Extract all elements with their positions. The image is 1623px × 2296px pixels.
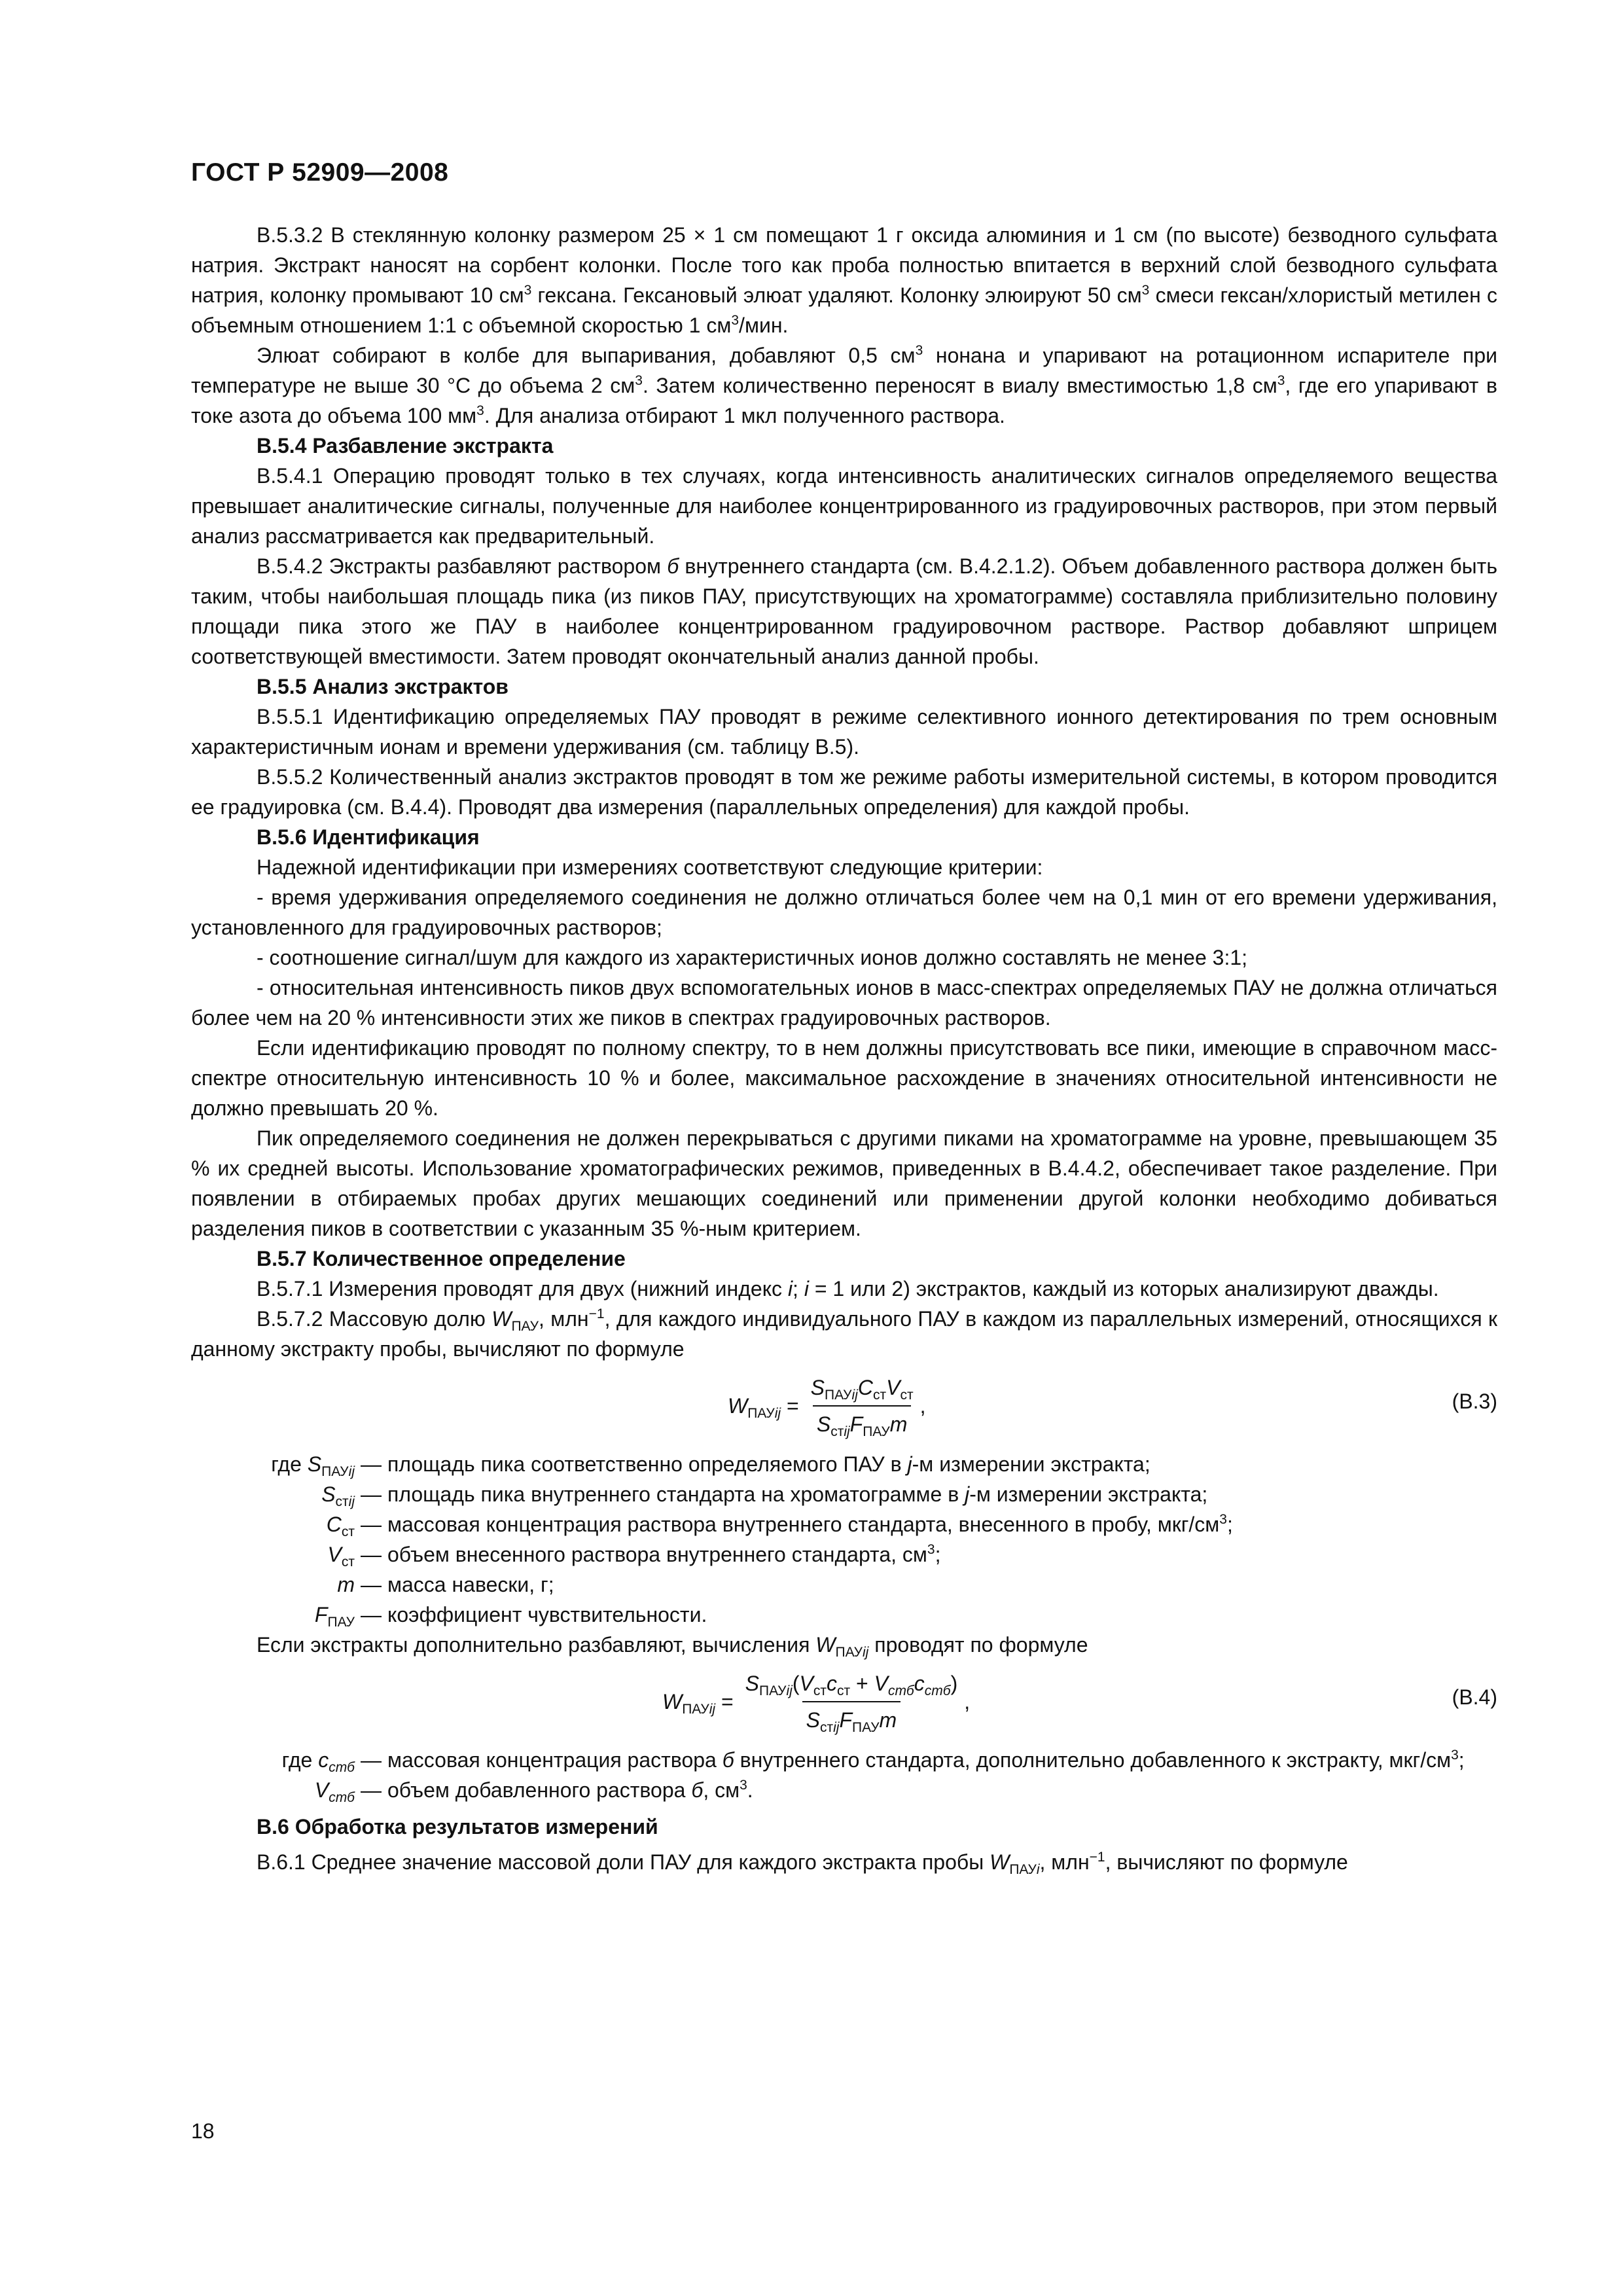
formula-denominator: $S_{стij}F_{ПАУ}m$	[813, 1405, 912, 1439]
list-item: - относительная интенсивность пиков двух вспомогательных ионов в масс-спектрах определяемых ПАУ не должна отличаться более чем на 20 % интенсивности этих же пиков в спектрах градуировочных растворов.	[191, 976, 1497, 1030]
paragraph-b541: В.5.4.1 Операцию проводят только в тех случаях, когда интенсивность аналитических сигналов определяемого вещества превышает аналитические сигналы, полученные для наиболее концентрированного из градуировочных растворов, при этом первый анализ рассматривается как предварительный.	[191, 464, 1497, 548]
definition-row: $V_{стб}$ — объем добавленного раствора б, $см^3$.	[314, 1778, 753, 1805]
formula-numerator: $S_{ПАУij}(V_{ст}c_{ст} + V_{стб}c_{стб})$	[745, 1672, 958, 1698]
variable-definitions-b3	[191, 1449, 1497, 1630]
formula-lhs: $W_{ПАУij}$ =	[728, 1394, 799, 1421]
section-heading-b54: В.5.4 Разбавление экстракта	[257, 434, 554, 457]
paragraph-eluate: Элюат собирают в колбе для выпаривания, добавляют 0,5 $см^3$ нонана и упаривают на ротационном испарителе при температуре не выше 30 °С до объема 2 $см^3$. Затем количественно переносят в виалу вместимостью 1,8 $см^3$, где его упаривают в токе азота до объема 100 $мм^3$. Для анализа отбирают 1 мкл полученного раствора.	[191, 343, 1498, 427]
equation-number: (В.4)	[1452, 1685, 1497, 1709]
formula-numerator: $S_{ПАУij}C_{ст}V_{ст}$	[810, 1376, 914, 1403]
formula-denominator: $S_{стij}F_{ПАУ}m$	[802, 1701, 901, 1735]
variable-definitions-b4	[191, 1745, 1497, 1805]
paragraph-criteria-intro: Надежной идентификации при измерениях соответствуют следующие критерии:	[257, 855, 1043, 879]
paragraph-b532: В.5.3.2 В стеклянную колонку размером 25 × 1 см помещают 1 г оксида алюминия и 1 см (по высоте) безводного сульфата натрия. Экстракт наносят на сорбент колонки. После того как проба полностью впитается в верхний слой безводного сульфата натрия, колонку промывают 10 $см^3$ гексана. Гексановый элюат удаляют. Колонку элюируют 50 $см^3$ смеси гексан/хлористый метилен с объемным отношением 1:1 с объемной скоростью 1 $см^3$/мин.	[191, 223, 1498, 337]
paragraph-b61: В.6.1 Среднее значение массовой доли ПАУ для каждого экстракта пробы $W_{ПАУi}$, млн$^{-1}$, вычисляют по формуле	[257, 1850, 1348, 1877]
list-item: - соотношение сигнал/шум для каждого из характеристичных ионов должно составлять не менее 3:1;	[257, 946, 1248, 969]
section-heading-b57: В.5.7 Количественное определение	[257, 1247, 626, 1270]
section-heading-b6: В.6 Обработка результатов измерений	[257, 1815, 658, 1839]
section-heading-b55: В.5.5 Анализ экстрактов	[257, 675, 508, 698]
definition-row: $C_{ст}$ — массовая концентрация раствора внутреннего стандарта, внесенного в пробу, мкг/$см^3$;	[326, 1512, 1233, 1539]
definition-row: m — масса навески, г;	[337, 1573, 554, 1596]
paragraph-peak-overlap: Пик определяемого соединения не должен перекрываться с другими пиками на хроматограмме на уровне, превышающем 35 % их средней высоты. Использование хроматографических режимов, приведенных в В.4.4.2, обеспечивает такое разделение. При появлении в отбираемых пробах других мешающих соединений или применении другой колонки необходимо добиваться разделения пиков в соответствии с указанным 35 %-ным критерием.	[191, 1126, 1497, 1240]
formula-fraction	[741, 1668, 962, 1735]
definition-row: $F_{ПАУ}$ — коэффициент чувствительности.	[314, 1603, 707, 1630]
formula-b4	[191, 1665, 1497, 1738]
paragraph-b571: В.5.7.1 Измерения проводят для двух (нижний индекс i; i = 1 или 2) экстрактов, каждый из которых анализируют дважды.	[257, 1277, 1439, 1300]
page-number: 18	[191, 2119, 215, 2143]
formula-b4-expression: $W_{ПАУij}$ = $\frac{S_{ПАУij}(V_{ст}c_{ст} + V_{стб}c_{стб})}{S_{стij}F_{ПАУ}m}$ ,	[662, 1665, 970, 1738]
formula-fraction	[807, 1372, 918, 1439]
formula-lhs: $W_{ПАУij}$ =	[662, 1690, 734, 1717]
paragraph-b542: В.5.4.2 Экстракты разбавляют раствором б внутреннего стандарта (см. В.4.2.1.2). Объем добавленного раствора должен быть таким, чтобы наибольшая площадь пика (из пиков ПАУ, присутствующих на хроматограмме) составляла приблизительно половину площади пика этого же ПАУ в наиболее концентрированном градуировочном растворе. Раствор добавляют шприцем соответствующей вместимости. Затем проводят окончательный анализ данной пробы.	[191, 554, 1498, 668]
paragraph-b551: В.5.5.1 Идентификацию определяемых ПАУ проводят в режиме селективного ионного детектирования по трем основным характеристичным ионам и времени удерживания (см. таблицу В.5).	[191, 705, 1497, 759]
list-item: - время удерживания определяемого соединения не должно отличаться более чем на 0,1 мин от его времени удерживания, установленного для градуировочных растворов;	[191, 886, 1497, 939]
definition-row: $V_{ст}$ — объем внесенного раствора внутреннего стандарта, $см^3$;	[327, 1542, 941, 1570]
paragraph-dilution-formula: Если экстракты дополнительно разбавляют, вычисления $W_{ПАУij}$ проводят по формуле	[257, 1633, 1088, 1660]
equation-number: (В.3)	[1452, 1390, 1497, 1413]
document-header: ГОСТ Р 52909—2008	[191, 158, 449, 187]
paragraph-full-spectrum: Если идентификацию проводят по полному спектру, то в нем должны присутствовать все пики, имеющие в справочном масс-спектре относительную интенсивность 10 % и более, максимальное расхождение в значениях относительной интенсивности не должно превышать 20 %.	[191, 1036, 1497, 1120]
paragraph-b552: В.5.5.2 Количественный анализ экстрактов проводят в том же режиме работы измерительной системы, в котором проводится ее градуировка (см. В.4.4). Проводят два измерения (параллельных определения) для каждой пробы.	[191, 765, 1497, 819]
document-body	[191, 220, 1497, 1877]
section-heading-b56: В.5.6 Идентификация	[257, 825, 480, 849]
definition-row: $S_{стij}$ — площадь пика внутреннего стандарта на хроматограмме в j-м измерении экстракта;	[321, 1482, 1208, 1509]
formula-b3	[191, 1369, 1497, 1443]
formula-b3-expression: $W_{ПАУij}$ = $\frac{S_{ПАУij}C_{ст}V_{ст}}{S_{стij}F_{ПАУ}m}$ ,	[728, 1369, 925, 1443]
definition-row: где $S_{ПАУij}$ — площадь пика соответственно определяемого ПАУ в j-м измерении экстракта;	[271, 1452, 1150, 1479]
definition-row: где $c_{стб}$ — массовая концентрация раствора б внутреннего стандарта, дополнительно добавленного к экстракту, мкг/$см^3$;	[281, 1748, 1465, 1775]
paragraph-b572: В.5.7.2 Массовую долю $W_{ПАУ}$, млн$^{-1}$, для каждого индивидуального ПАУ в каждом из параллельных измерений, относящихся к данному экстракту пробы, вычисляют по формуле	[191, 1306, 1498, 1361]
